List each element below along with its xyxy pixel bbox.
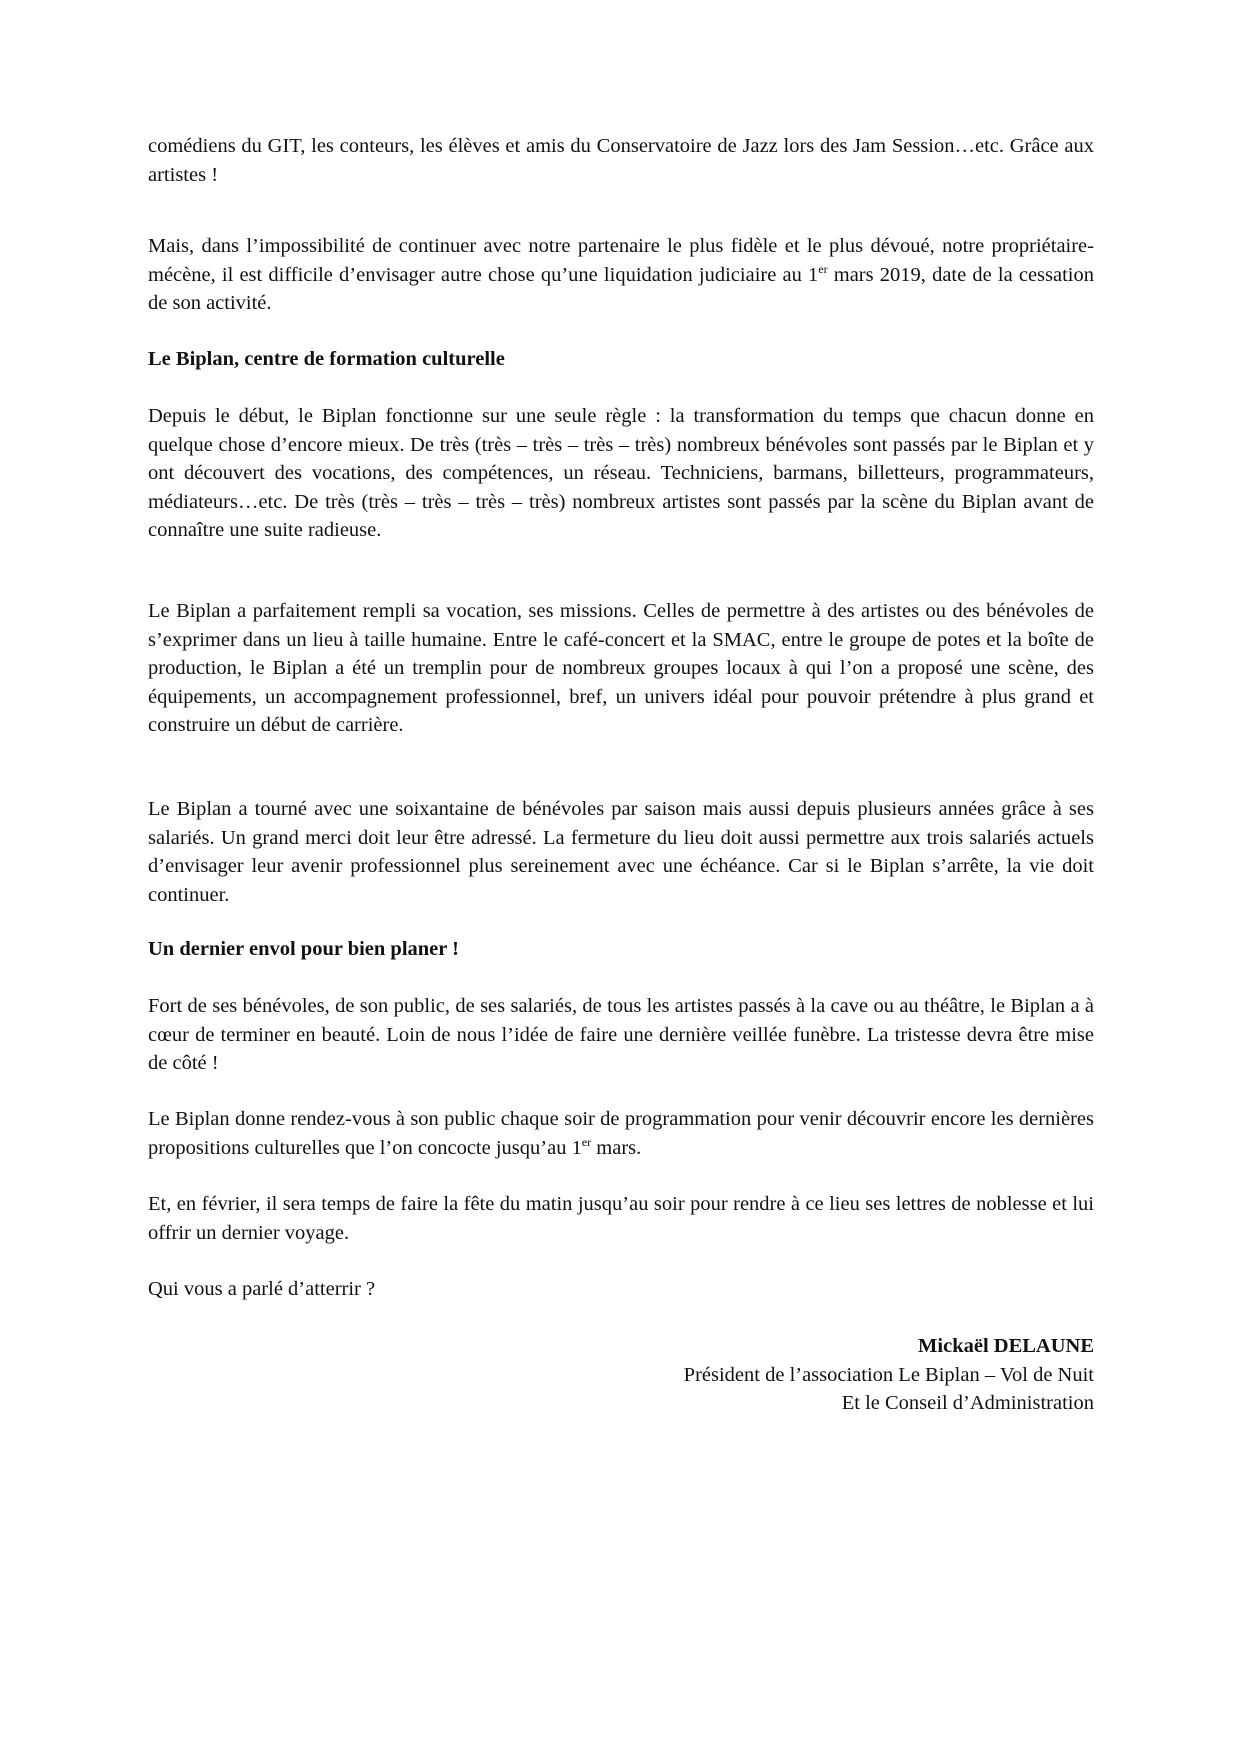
paragraph-rendezvous <box>148 1105 1094 1162</box>
section-heading-formation: Le Biplan, centre de formation culturelle <box>148 348 505 370</box>
paragraph-rendezvous-end: mars. <box>591 1136 642 1159</box>
paragraph-february: Et, en février, il sera temps de faire la fête du matin jusqu’au soir pour rendre à ce lieu ses lettres de noblesse et lui offrir un dernier voyage. <box>148 1193 1094 1244</box>
paragraph-closing-question: Qui vous a parlé d’atterrir ? <box>148 1278 376 1300</box>
paragraph-liquidation-text: Mais, dans l’impossibilité de continuer avec notre partenaire le plus fidèle et le plus dévoué, notre propriétaire-mécène, il est difficile d’envisager autre chose qu’une liquidation judiciaire au 1 <box>148 235 1094 286</box>
paragraph-missions: Le Biplan a parfaitement rempli sa vocation, ses missions. Celles de permettre à des artistes ou des bénévoles de s’exprimer dans un lieu à taille humaine. Entre le café-concert et la SMAC, entre le groupe de potes et la boîte de production, le Biplan a été un tremplin pour de nombreux groupes locaux à qui l’on a proposé une scène, des équipements, un accompagnement professionnel, bref, un univers idéal pour pouvoir prétendre à plus grand et construire un début de carrière. <box>148 600 1094 736</box>
paragraph-volunteers: Depuis le début, le Biplan fonctionne sur une seule règle : la transformation du temps que chacun donne en quelque chose d’encore mieux. De très (très – très – très – très) nombreux bénévoles sont passés par le Biplan et y ont découvert des vocations, des compétences, un réseau. Techniciens, barmans, billetteurs, programmateurs, médiateurs…etc. De très (très – très – très – très) nombreux artistes sont passés par la scène du Biplan avant de connaître une suite radieuse. <box>148 405 1094 541</box>
letter-page <box>148 0 1094 1756</box>
ordinal-superscript: er <box>581 1134 592 1149</box>
paragraph-liquidation-end: mars 2019, date de la cessation de son activité. <box>148 263 1095 314</box>
signatory-title: Président de l’association Le Biplan – Vol de Nuit <box>683 1363 1094 1386</box>
signatory-board: Et le Conseil d’Administration <box>841 1392 1094 1414</box>
paragraph-employees: Le Biplan a tourné avec une soixantaine de bénévoles par saison mais aussi depuis plusieurs années grâce à ses salariés. Un grand merci doit leur être adressé. La fermeture du lieu doit aussi permettre aux trois salariés actuels d’envisager leur avenir professionnel plus sereinement avec une échéance. Car si le Biplan s’arrête, la vie doit continuer. <box>148 798 1094 906</box>
paragraph-finish-beauty: Fort de ses bénévoles, de son public, de ses salariés, de tous les artistes passés à la cave ou au théâtre, le Biplan a à cœur de terminer en beauté. Loin de nous l’idée de faire une dernière veillée funèbre. La tristesse devra être mise de côté ! <box>148 995 1094 1074</box>
paragraph-artists: comédiens du GIT, les conteurs, les élèves et amis du Conservatoire de Jazz lors des Jam Session…etc. Grâce aux artistes ! <box>148 135 1094 186</box>
paragraph-liquidation <box>148 232 1094 318</box>
section-heading-last-flight: Un dernier envol pour bien planer ! <box>148 938 459 960</box>
ordinal-superscript: er <box>818 261 828 276</box>
signatory-name: Mickaël DELAUNE <box>918 1335 1094 1357</box>
paragraph-rendezvous-text: Le Biplan donne rendez-vous à son public chaque soir de programmation pour venir découvrir encore les dernières propositions culturelles que l’on concocte jusqu’au 1 <box>148 1108 1094 1159</box>
signature-block <box>148 1332 1094 1418</box>
